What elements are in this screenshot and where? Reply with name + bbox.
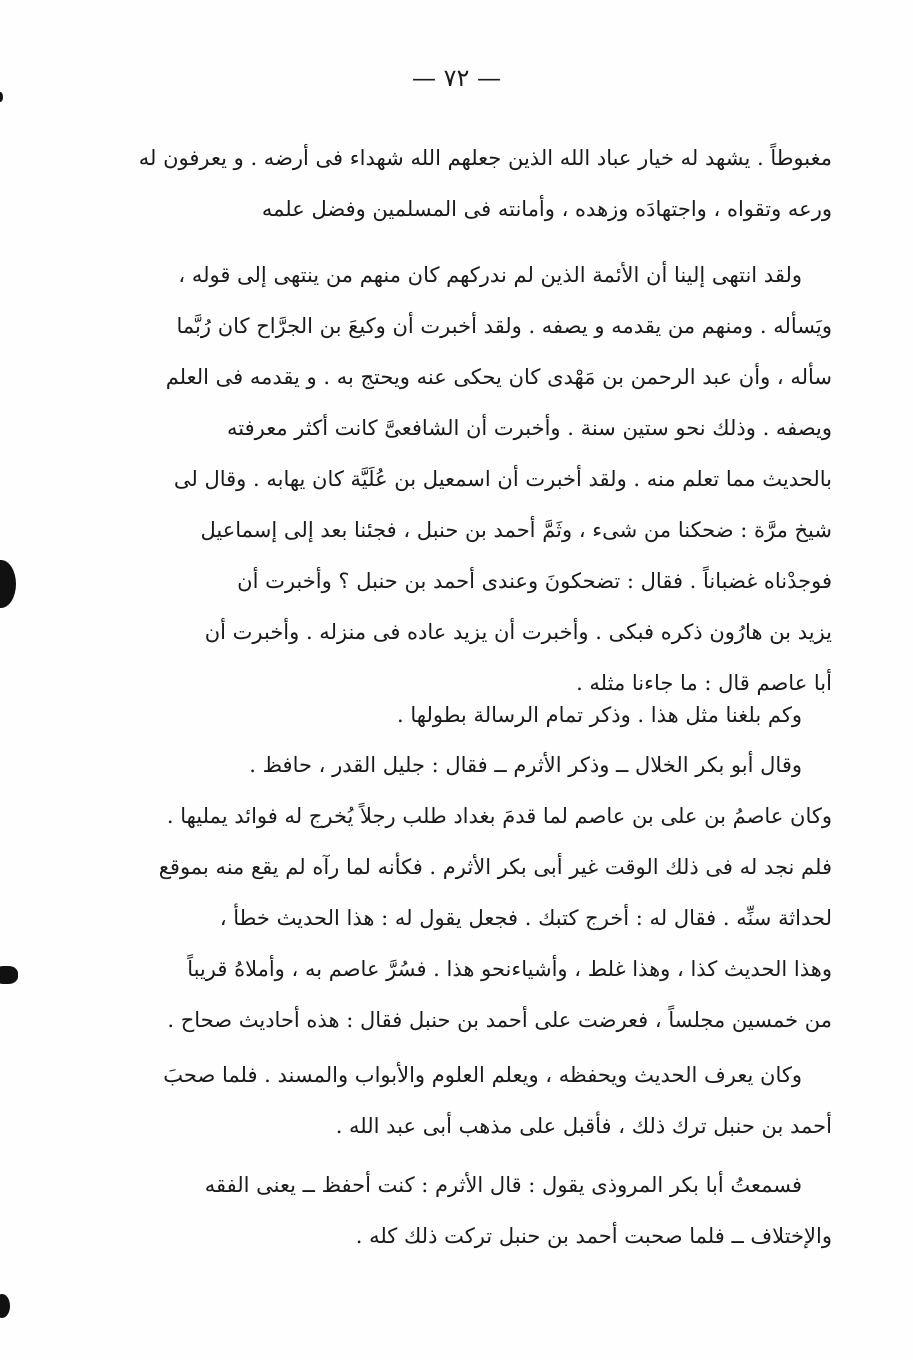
paragraph-line: وكان عاصمُ بن على بن عاصم لما قدمَ بغداد طلب رجلاً يُخرج له فوائد يمليها . — [166, 804, 832, 828]
paragraph-line: وكم بلغنا مثل هذا . وذكر تمام الرسالة بطولها . — [397, 703, 802, 727]
paragraph-line: أبا عاصم قال : ما جاءنا مثله . — [576, 671, 832, 695]
paragraph-5 — [92, 1050, 832, 1152]
paragraph-line: وهذا الحديث كذا ، وهذا غلط ، وأشياءنحو هذا . فسُرَّ عاصم به ، وأملاهُ قريباً — [187, 957, 832, 981]
paragraph-3 — [92, 690, 832, 741]
paragraph-2 — [92, 250, 832, 709]
paragraph-line: فوجدْناه غضباناً . فقال : تضحكونَ وعندى أحمد بن حنبل ؟ وأخبرت أن — [237, 569, 832, 593]
paragraph-line: لحداثة سنِّه . فقال له : أخرج كتبك . فجعل يقول له : هذا الحديث خطأ ، — [219, 906, 832, 930]
paragraph-line: بالحديث مما تعلم منه . ولقد أخبرت أن اسمعيل بن عُلَيَّة كان يهابه . وقال لى — [173, 467, 832, 491]
paragraph-line: أحمد بن حنبل ترك ذلك ، فأقبل على مذهب أبى عبد الله . — [335, 1114, 832, 1138]
paragraph-line: وكان يعرف الحديث ويحفظه ، ويعلم العلوم والأبواب والمسند . فلما صحبَ — [163, 1063, 802, 1087]
scan-edge-mark — [0, 966, 18, 984]
paragraph-line: شيخ مرَّة : ضحكنا من شىء ، وثَمَّ أحمد بن حنبل ، فجئنا بعد إلى إسماعيل — [200, 518, 832, 542]
scan-edge-mark — [0, 1294, 10, 1318]
paragraph-4 — [92, 740, 832, 1046]
paragraph-6 — [92, 1160, 832, 1262]
paragraph-line: ويصفه . وذلك نحو ستين سنة . وأخبرت أن الشافعىَّ كانت أكثر معرفته — [227, 416, 832, 440]
paragraph-line: فلم نجد له فى ذلك الوقت غير أبى بكر الأثرم . فكأنه لما رآه لم يقع منه بموقع — [158, 855, 832, 879]
paragraph-line: فسمعتُ أبا بكر المروذى يقول : قال الأثرم : كنت أحفظ ــ يعنى الفقه — [204, 1173, 802, 1197]
paragraph-line: من خمسين مجلساً ، فعرضت على أحمد بن حنبل فقال : هذه أحاديث صحاح . — [167, 1008, 832, 1032]
paragraph-line: سأله ، وأن عبد الرحمن بن مَهْدى كان يحكى عنه ويحتج به . و يقدمه فى العلم — [165, 365, 832, 389]
paragraph-line: ويَسأله . ومنهم من يقدمه و يصفه . ولقد أخبرت أن وكيعَ بن الجرَّاح كان رُبَّما — [176, 314, 832, 338]
paragraph-line: والإختلاف ــ فلما صحبت أحمد بن حنبل تركت ذلك كله . — [355, 1224, 832, 1248]
paragraph-line: مغبوطاً . يشهد له خيار عباد الله الذين جعلهم الله شهداء فى أرضه . و يعرفون له — [138, 146, 832, 170]
paragraph-line: ورعه وتقواه ، واجتهادَه وزهده ، وأمانته فى المسلمين وفضل علمه — [261, 197, 832, 221]
page-number: — ٧٢ — — [411, 64, 502, 92]
paragraph-1 — [92, 133, 832, 235]
paragraph-line: وقال أبو بكر الخلال ــ وذكر الأثرم ــ فقال : جليل القدر ، حافظ . — [249, 753, 802, 777]
scan-edge-mark — [0, 92, 3, 102]
paragraph-line: ولقد انتهى إلينا أن الأئمة الذين لم ندركهم كان منهم من ينتهى إلى قوله ، — [178, 263, 802, 287]
scan-edge-mark — [0, 560, 16, 608]
paragraph-line: يزيد بن هارُون ذكره فبكى . وأخبرت أن يزيد عاده فى منزله . وأخبرت أن — [204, 620, 832, 644]
